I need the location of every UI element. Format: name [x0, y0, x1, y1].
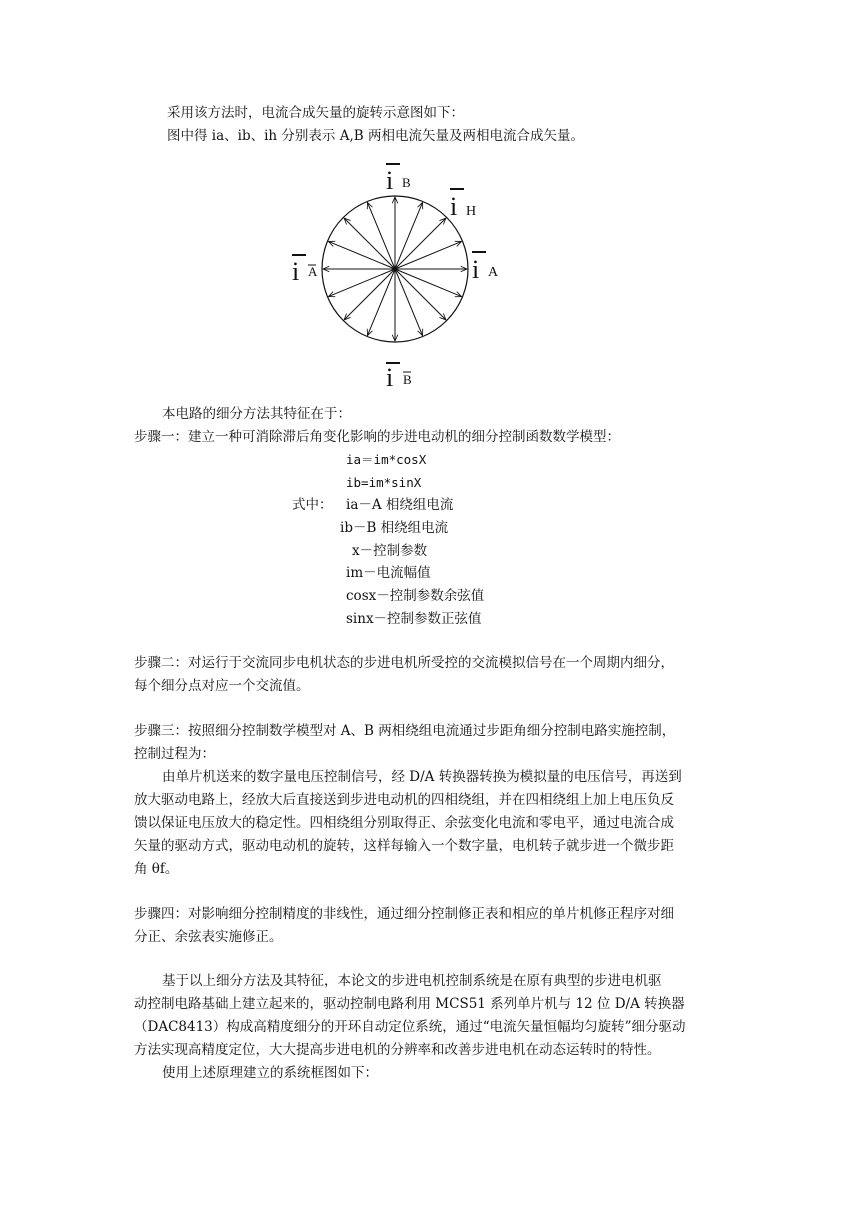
- intro-line-2: 图中得 ia、ib、ih 分别表示 A,B 两相电流矢量及两相电流合成矢量。: [167, 128, 584, 144]
- summary-line-1: 基于以上细分方法及其特征，本论文的步进电机控制系统是在原有典型的步进电机驱: [162, 973, 662, 989]
- svg-text:i: i: [292, 257, 300, 286]
- summary-line-5: 使用上述原理建立的系统框图如下：: [162, 1065, 378, 1081]
- step-3-paragraph-1: 由单片机送来的数字量电压控制信号，经 D/A 转换器转换为模拟量的电压信号，再送到: [162, 769, 682, 785]
- label-ib-negative: [386, 363, 412, 392]
- label-ia: [472, 252, 499, 284]
- step-1: 步骤一：建立一种可消除滞后角变化影响的步进电动机的细分控制函数数学模型：: [134, 429, 620, 445]
- step-2-line-1: 步骤二：对运行于交流同步电机状态的步进电机所受控的交流模拟信号在一个周期内细分，: [134, 655, 674, 671]
- step-4-line-1: 步骤四：对影响细分控制精度的非线性，通过细分控制修正表和相应的单片机修正程序对细: [134, 906, 674, 922]
- intro-line-1: 采用该方法时，电流合成矢量的旋转示意图如下：: [167, 105, 464, 121]
- summary-line-4: 方法实现高精度定位，大大提高步进电机的分辨率和改善步进电机在动态运转时的特性。: [134, 1042, 661, 1058]
- svg-text:B: B: [402, 175, 411, 190]
- vector-arrow: [395, 218, 446, 269]
- definition-x: x－控制参数: [352, 543, 428, 559]
- step-2-line-2: 每个细分点对应一个交流值。: [134, 678, 310, 694]
- step-3-line-1: 步骤三：按照细分控制数学模型对 A、B 两相绕组电流通过步距角细分控制电路实施控制，: [134, 723, 676, 739]
- step-3-paragraph-5: 角 θf。: [134, 861, 179, 877]
- label-ia-negative: [292, 255, 318, 286]
- definition-ia: ia－A 相绕组电流: [346, 497, 454, 513]
- svg-text:i: i: [472, 255, 480, 284]
- summary-line-2: 动控制电路基础上建立起来的，驱动控制电路利用 MCS51 系列单片机与 12 位 D/A 转换器: [134, 996, 685, 1012]
- step-3-paragraph-4: 矢量的驱动方式，驱动电动机的旋转，这样每输入一个数字量，电机转子就步进一个微步距: [134, 838, 674, 854]
- definition-ib: ib－B 相绕组电流: [340, 520, 449, 536]
- step-3-paragraph-2: 放大驱动电路上，经放大后直接送到步进电动机的四相绕组，并在四相绕组上加上电压负反: [134, 792, 674, 808]
- where-label: 式中：: [292, 497, 333, 513]
- method-heading: 本电路的细分方法其特征在于：: [162, 406, 351, 422]
- label-ih: [450, 189, 476, 221]
- definition-sinx: sinx－控制参数正弦值: [346, 611, 482, 627]
- svg-text:i: i: [386, 363, 394, 392]
- formula-ia: ia＝im*cosX: [346, 452, 427, 467]
- label-ib: [386, 164, 411, 195]
- step-3-paragraph-3: 馈以保证电压放大的稳定性。四相绕组分别取得正、余弦变化电流和零电平，通过电流合成: [134, 815, 674, 831]
- svg-text:B: B: [403, 372, 412, 387]
- definition-cosx: cosx－控制参数余弦值: [346, 588, 485, 604]
- step-4-line-2: 分正、余弦表实施修正。: [134, 929, 283, 945]
- step-3-line-2: 控制过程为：: [134, 746, 215, 762]
- svg-text:A: A: [308, 264, 318, 279]
- vector-arrow: [344, 218, 395, 269]
- svg-text:H: H: [466, 204, 477, 219]
- svg-text:A: A: [488, 265, 499, 280]
- definition-im: im－电流幅值: [346, 565, 431, 581]
- vector-arrows: [323, 197, 467, 341]
- formula-ib: ib=im*sinX: [346, 475, 422, 490]
- svg-text:i: i: [386, 166, 394, 195]
- current-vector-diagram: [280, 155, 520, 395]
- vector-arrow: [395, 269, 446, 320]
- svg-text:i: i: [450, 192, 458, 221]
- vector-arrow: [344, 269, 395, 320]
- summary-line-3: （DAC8413）构成高精度细分的开环自动定位系统，通过“电流矢量恒幅均匀旋转”细分驱动: [134, 1019, 686, 1035]
